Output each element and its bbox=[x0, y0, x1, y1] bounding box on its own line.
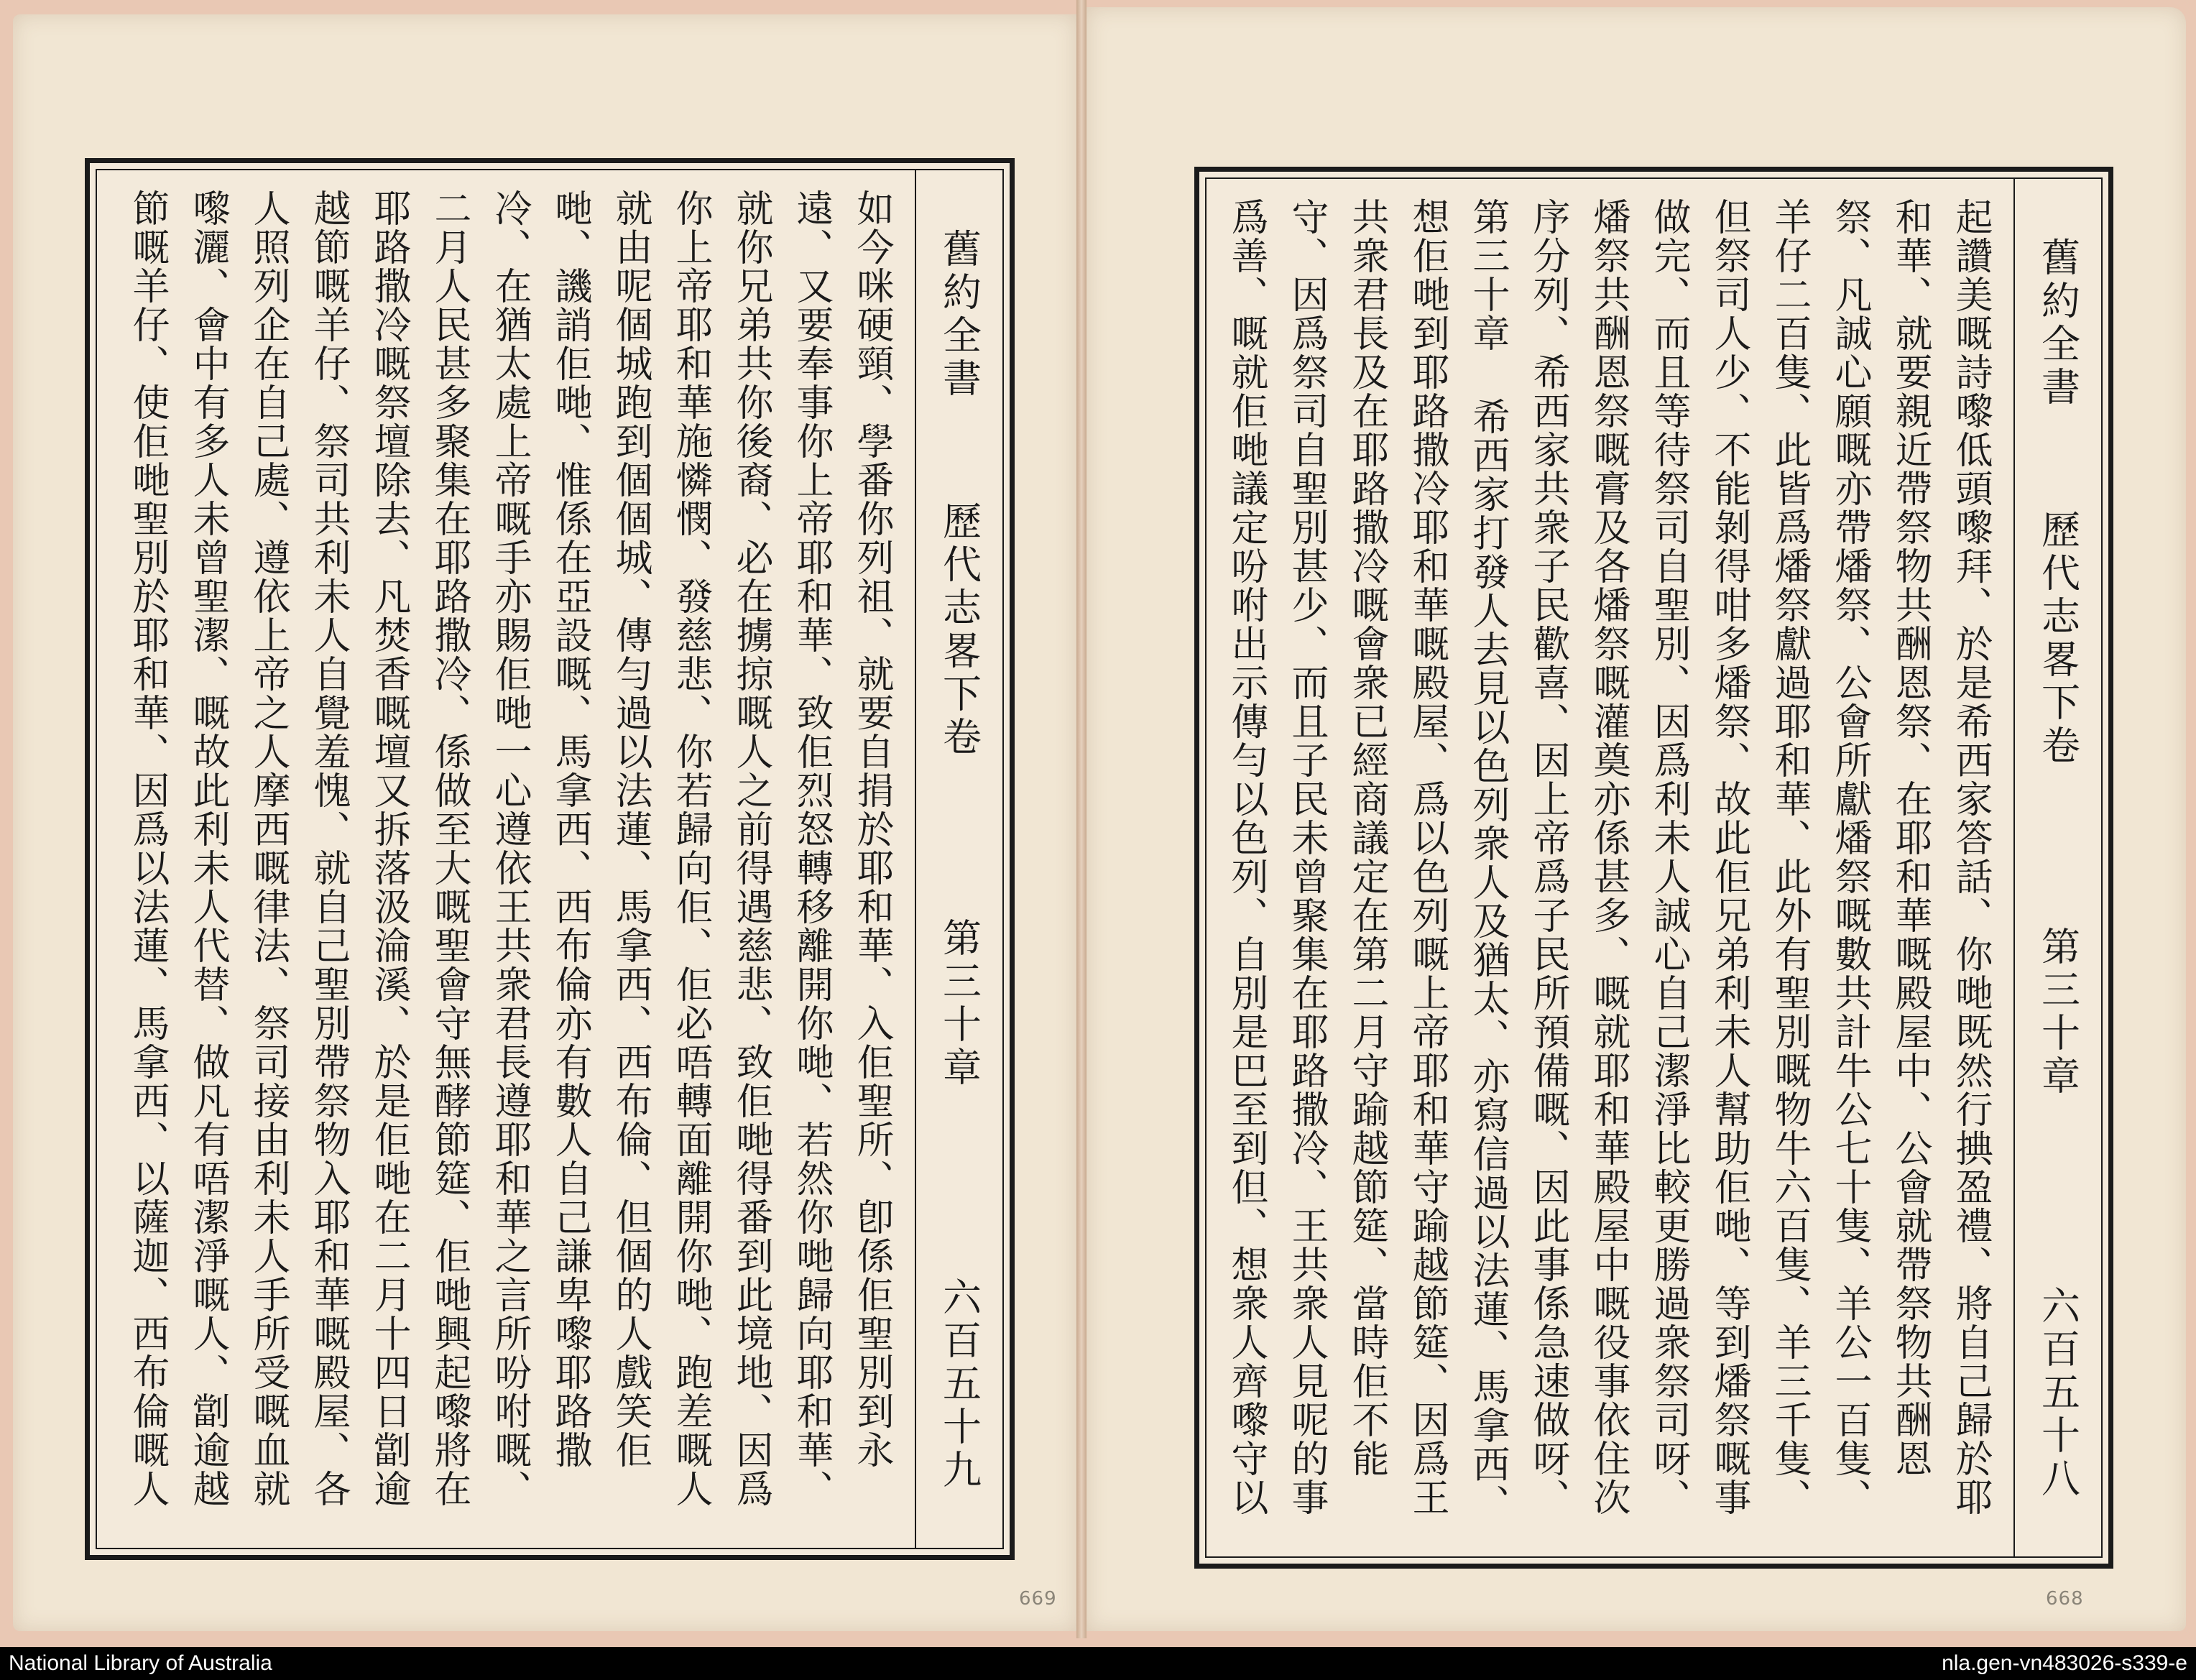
book-gutter bbox=[1076, 0, 1087, 1638]
footer-identifier: nla.gen-vn483026-s339-e bbox=[1942, 1651, 2187, 1675]
right-page bbox=[1087, 7, 2186, 1631]
left-running-header bbox=[915, 170, 1002, 1548]
right-pencil-note: 668 bbox=[2046, 1588, 2084, 1610]
right-text-frame bbox=[1194, 167, 2113, 1569]
footer-institution: National Library of Australia bbox=[9, 1651, 272, 1675]
left-pencil-note: 669 bbox=[1019, 1588, 1057, 1610]
left-book-title: 舊約全書 bbox=[936, 229, 982, 401]
left-page bbox=[13, 14, 1076, 1631]
footer-bar bbox=[0, 1647, 2196, 1680]
left-page-number: 六百五十九 bbox=[936, 1277, 982, 1492]
left-section-title: 歷代志畧下卷 bbox=[936, 501, 982, 760]
right-body-text: 起讚美嘅詩嚟低頭嚟拜、於是希西家答話、你哋既然行捵盈禮、將自己歸於耶和華、就要親近帶祭物共酬恩祭、在耶和華嘅殿屋中、公會就帶祭物共酬恩祭、凡誠心願嘅亦帶燔祭、公會所獻燔祭嘅數共計牛公七十隻、羊公一百隻、羊仔二百隻、此皆爲燔祭獻過耶和華、此外有聖別嘅物牛六百隻、羊三千隻、但祭司人少、不能剝得咁多燔祭、故此佢兄弟利未人幫助佢哋、等到燔祭嘅事做完、而且等待祭司自聖別、因爲利未人誠心自己潔淨比較更勝過衆祭司呀、燔祭共酬恩祭嘅膏及各燔祭嘅灌奠亦係甚多、嘅就耶和華殿屋中嘅役事依住次序分列、希西家共衆子民歡喜、因上帝爲子民所預備嘅、因此事係急速做呀、第三十章 希西家打發人去見以色列衆人及猶太、亦寫信過以法蓮、馬拿西、想佢哋到耶路撒冷耶和華嘅殿屋、爲以色列嘅上帝耶和華守踰越節筵、因爲王共衆君長及在耶路撒冷嘅會衆已經商議定在第二月守踰越節筵、當時佢不能守、因爲祭司自聖別甚少、而且子民未曾聚集在耶路撒冷、王共衆人見呢的事爲善、嘅就佢哋議定吩咐出示傳勻以色列、自別是巴至到但、想衆人齊嚟守以 bbox=[1224, 198, 1992, 1523]
right-book-title: 舊約全書 bbox=[2035, 237, 2081, 410]
right-page-number: 六百五十八 bbox=[2035, 1286, 2081, 1501]
left-text-frame bbox=[85, 158, 1015, 1560]
right-section-title: 歷代志畧下卷 bbox=[2035, 509, 2081, 768]
left-body-text: 如今咪硬頸、學番你列祖、就要自捐於耶和華、入佢聖所、卽係佢聖別到永遠、又要奉事你上帝耶和華、致佢烈怒轉移離開你哋、若然你哋歸向耶和華、就你兄弟共你後裔、必在擄掠嘅人之前得遇慈悲、致佢哋得番到此境地、因爲你上帝耶和華施憐憫、發慈悲、你若歸向佢、佢必唔轉面離開你哋、跑差嘅人就由呢個城跑到個個城、傳勻過以法蓮、馬拿西、西布倫、但個的人戲笑佢哋、譏誚佢哋、惟係在亞設嘅、馬拿西、西布倫亦有數人自己謙卑嚟耶路撒冷、在猶太處上帝嘅手亦賜佢哋一心遵依王共衆君長遵耶和華之言所吩咐嘅、二月人民甚多聚集在耶路撒冷、係做至大嘅聖會守無酵節筵、佢哋興起嚟將在耶路撒冷嘅祭壇除去、凡焚香嘅壇又拆落汲淪溪、於是佢哋在二月十四日劏逾越節嘅羊仔、祭司共利未人自覺羞愧、就自己聖別帶祭物入耶和華嘅殿屋、各人照列企在自己處、遵依上帝之人摩西嘅律法、祭司接由利未人手所受嘅血就嚟灑、會中有多人未曾聖潔、嘅故此利未人代替、做凡有唔潔淨嘅人、劏逾越節嘅羊仔、使佢哋聖別於耶和華、因爲以法蓮、馬拿西、以薩迦、西布倫嘅人 bbox=[126, 189, 893, 1508]
right-chapter: 第三十章 bbox=[2035, 926, 2081, 1099]
left-chapter: 第三十章 bbox=[936, 918, 982, 1090]
right-running-header bbox=[2013, 179, 2101, 1556]
